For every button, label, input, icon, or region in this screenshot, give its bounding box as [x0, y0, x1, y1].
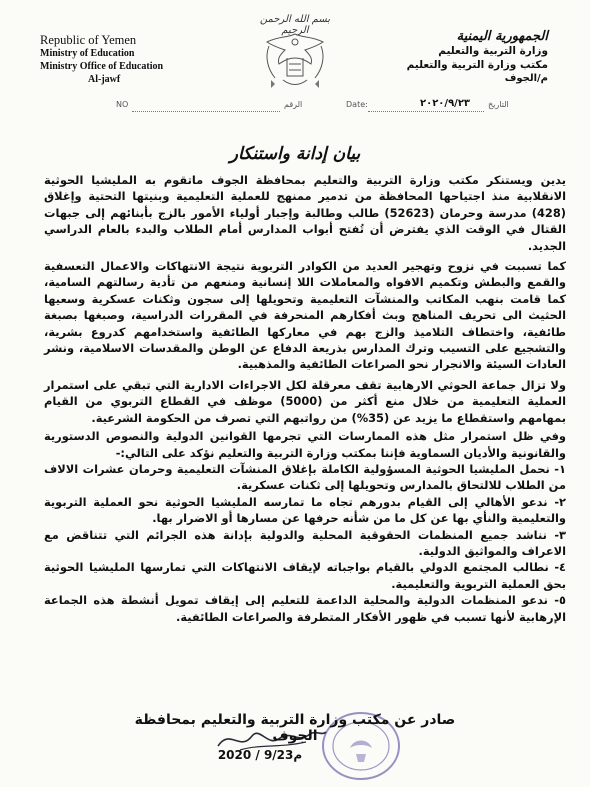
- body-paragraph: وفي ظل استمرار مثل هذه الممارسات التي تجرمها القوانين الدولية والنصوص الدستورية والقانونية والأديان السماوية فإننا بمكتب وزارة التربية والتعليم نؤكد على التالي:-: [44, 429, 566, 460]
- issued-by-line: صادر عن مكتب وزارة التربية والتعليم بمحافظة الجوف: [134, 712, 456, 744]
- document-title: بيان إدانة واستنكار: [229, 144, 361, 164]
- office-name-ar: مكتب وزارة التربية والتعليم: [406, 59, 548, 71]
- list-item: ٢- ندعو الأهالي إلى القيام بدورهم تجاه ما تمارسه المليشيا الحوثية نحو العملية التربوية والتعليمية والنأي بها عن كل ما من شأنه حرفها عن مسارها أو الاضرار بها.: [44, 494, 566, 526]
- body-paragraph: كما تسببت في نزوح وتهجير العديد من الكوادر التربوية نتيجة الانتهاكات والاعمال التعسفية والقمع والبطش وتكميم الافواه والمعاملات اللا إنسانية ومنعهم من تأدية رسالتهم السامية، كما قامت بنهب المكاتب والمنشآت التعليمية وتحويلها إلى سجون وثكنات عسكرية وسعيها الحثيث الى تحريف المناهج وبث أفكارهم المنحرفة في المقررات الدراسية، وصبغها بصبغة طائفية، واختطاف التلاميذ والزج بهم في معاركها الطائفية واستخدامهم كدروع بشرية، والتشجيع على التسيب وترك المدارس بذريعة الدفاع عن الوطن والمقدسات الاسلامية، ونشر العادات السيئة والانجرار نحو الصراعات الطائفية والمذهبية.: [44, 259, 566, 372]
- body-paragraph: يدين ويستنكر مكتب وزارة التربية والتعليم بمحافظة الجوف ماتقوم به المليشيا الحوثية الانقلابية منذ اجتياحها المحافظة من تدمير ممنهج للعملية التعليمية وبنيتها التحتية وإغلاق (428) مدرسة وحرمان (52623) طالب وطالبة وإجبار أولياء الأمور بالزج بأبنائهم إلى جبهات القتال في الوقت الذي يفترض أن تُفتح أبواب المدارس أمام الطلاب والبدء بالعام الدراسي الجديد.: [44, 173, 566, 253]
- ref-date-label: Date:: [346, 100, 368, 109]
- list-item: ١- نحمل المليشيا الحوثية المسؤولية الكاملة بإغلاق المنشآت التعليمية وحرمان عشرات الالاف من الطلاب للالتحاق بالمدارس وتحويلها إلى ثكنات عسكرية.: [44, 461, 566, 493]
- ref-number-blank: [132, 111, 280, 112]
- office-name-en: Ministry Office of Education: [40, 61, 164, 72]
- ref-number-label-ar: الرقم: [284, 100, 303, 109]
- yemen-eagle-emblem: [257, 28, 333, 96]
- country-name-ar: الجمهورية اليمنية: [456, 29, 548, 44]
- document-body: [44, 172, 566, 625]
- ref-number-label: NO: [116, 100, 129, 109]
- governorate-ar: م/الجوف: [504, 73, 548, 84]
- ref-date-label-ar: التاريخ: [488, 100, 509, 109]
- body-paragraph: ولا تزال جماعة الحوثي الارهابية تقف معرقلة لكل الاجراءات الادارية التي تبقي على استمرار العملية التعليمية من خلال منع أكثر من (5000) موظف في القطاع التربوي من القيام بمهامهم واستقطاع ما يزيد عن (35%) من رواتبهم التي تصرف من الحكومة الشرعية.: [44, 377, 566, 425]
- ministry-name-ar: وزارة التربية والتعليم: [438, 45, 548, 57]
- letterhead-arabic: [388, 30, 548, 86]
- list-item: ٤- نطالب المجتمع الدولي بالقيام بواجباته لإيقاف الانتهاكات التي تمارسها المليشيا الحوثية بحق العملية التربوية والتعليمية.: [44, 560, 566, 591]
- ministry-name-en: Ministry of Education: [40, 48, 135, 59]
- list-item: ٥- ندعو المنظمات الدولية والمحلية الداعمة للتعليم إلى إيقاف تمويل أنشطة هذه الجماعة الإرهابية لأنها تسبب في ظهور الأفكار المتطرفة والصراعات الطائفية.: [44, 593, 566, 624]
- ref-date-blank: [368, 111, 484, 112]
- issue-date: 2020 / 9/23م: [217, 748, 303, 762]
- governorate-en: Al-jawf: [88, 74, 121, 85]
- ref-date-value: ٢٠٢٠/٩/٢٣: [420, 98, 471, 109]
- letterhead-english: [40, 34, 190, 86]
- list-item: ٣- نناشد جميع المنظمات الحقوقية المحلية والدولية بإدانة هذه الجرائم التي تتناقض مع الاعراف والمواثيق الدولية.: [44, 527, 566, 558]
- basmala-text: بسم الله الرحمن الرحيم: [259, 14, 331, 36]
- country-name-en: Republic of Yemen: [40, 33, 137, 47]
- reference-line: [36, 100, 556, 114]
